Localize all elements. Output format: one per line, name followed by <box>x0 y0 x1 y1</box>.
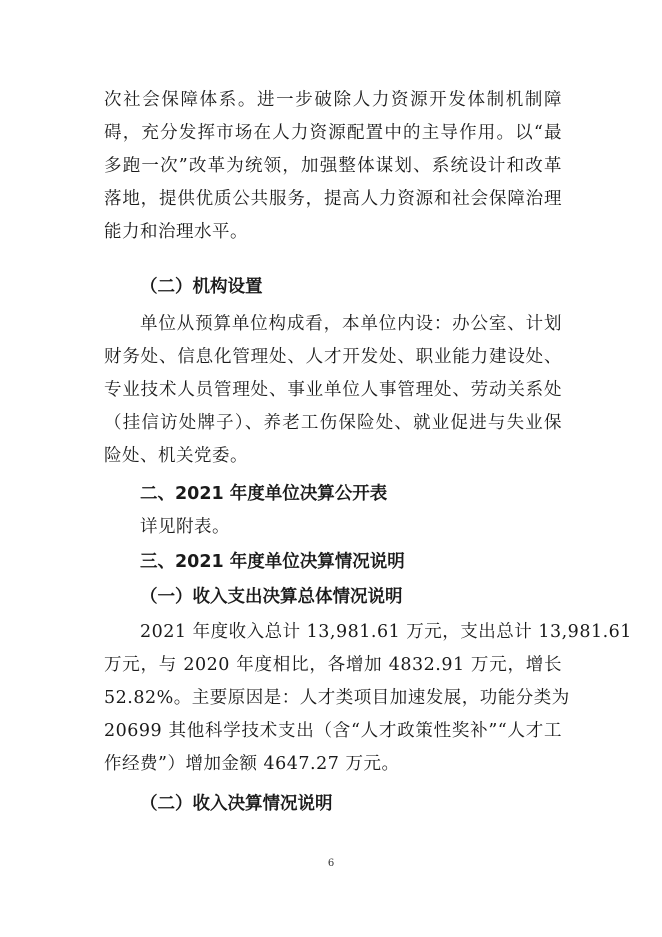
body-text-line: 20699 其他科学技术支出（含“人才政策性奖补”“人才工 <box>104 721 562 741</box>
body-text-line: 次社会保障体系。进一步破除人力资源开发体制机制障 <box>104 90 562 110</box>
body-text-line: 2021 年度收入总计 13,981.61 万元，支出总计 13,981.61 <box>140 622 632 642</box>
body-text-line: 能力和治理水平。 <box>104 222 248 242</box>
body-text-line: 详见附表。 <box>140 517 230 537</box>
subsection-heading-income-expense: （一）收入支出决算总体情况说明 <box>140 587 403 607</box>
body-text-line: 多跑一次”改革为统领，加强整体谋划、系统设计和改革 <box>104 156 562 176</box>
body-text-line: 万元，与 2020 年度相比，各增加 4832.91 万元，增长 <box>104 655 562 675</box>
section-heading-3: 三、2021 年度单位决算情况说明 <box>140 552 405 572</box>
subsection-heading-org: （二）机构设置 <box>140 277 263 297</box>
body-text-line: （挂信访处牌子）、养老工伤保险处、就业促进与失业保 <box>104 413 562 433</box>
body-text-line: 52.82%。主要原因是：人才类项目加速发展，功能分类为 <box>104 688 570 708</box>
subsection-heading-income: （二）收入决算情况说明 <box>140 794 333 814</box>
body-text-line: 碍，充分发挥市场在人力资源配置中的主导作用。以“最 <box>104 123 562 143</box>
body-text-line: 险处、机关党委。 <box>104 446 248 466</box>
body-text-line: 财务处、信息化管理处、人才开发处、职业能力建设处、 <box>104 347 562 367</box>
body-text-line: 单位从预算单位构成看，本单位内设：办公室、计划 <box>140 314 562 334</box>
section-heading-2: 二、2021 年度单位决算公开表 <box>140 484 388 504</box>
body-text-line: 作经费”）增加金额 4647.27 万元。 <box>104 754 400 774</box>
page-number: 6 <box>327 858 335 869</box>
body-text-line: 专业技术人员管理处、事业单位人事管理处、劳动关系处 <box>104 380 562 400</box>
body-text-line: 落地，提供优质公共服务，提高人力资源和社会保障治理 <box>104 189 562 209</box>
